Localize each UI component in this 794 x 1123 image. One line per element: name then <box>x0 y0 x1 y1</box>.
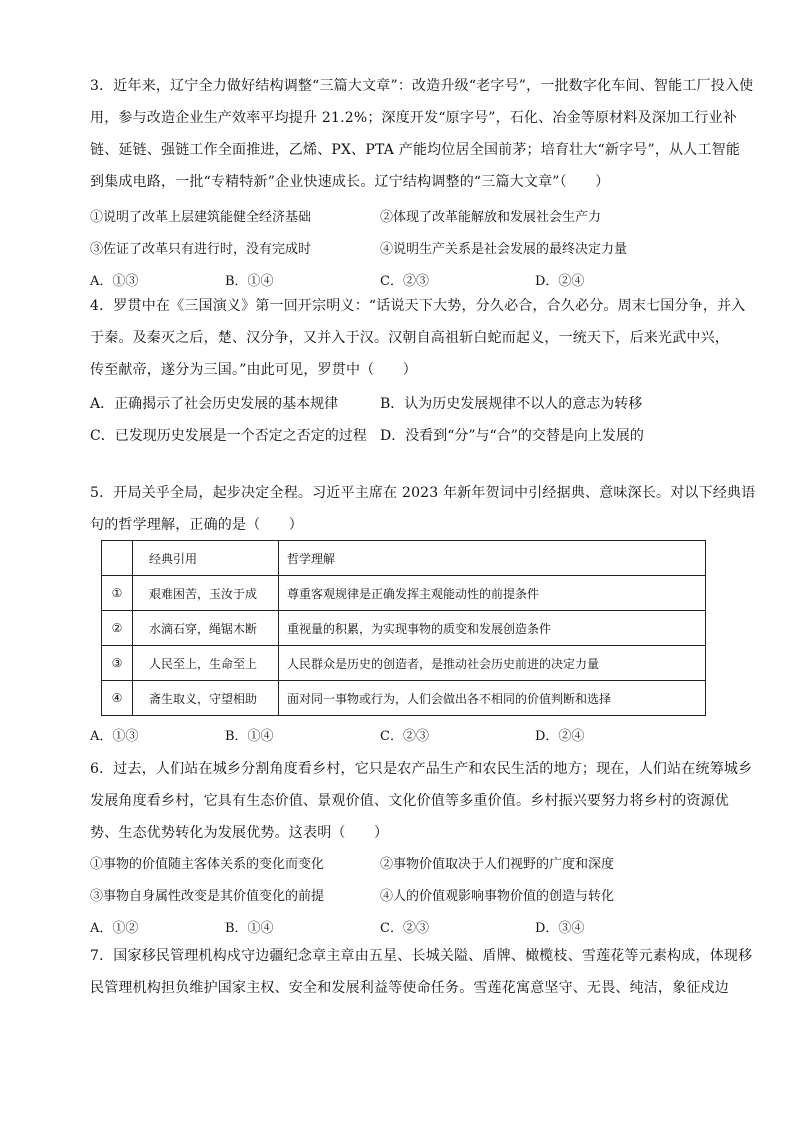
q4-choice-b[interactable]: B．认为历史发展规律不以人的意志为转移 <box>380 396 643 412</box>
q4-choice-c[interactable]: C．已发现历史发展是一个否定之否定的过程 <box>90 428 367 444</box>
table-cell: 人民至上，生命至上 <box>133 646 279 681</box>
q6-option-4: ④人的价值观影响事物价值的创造与转化 <box>380 889 615 904</box>
table-cell: 斋生取义，守望相助 <box>133 681 279 716</box>
table-header-cell: 经典引用 <box>133 541 279 576</box>
q3-choice-b[interactable]: B．①④ <box>225 274 274 289</box>
q3-line-1: 3．近年来，辽宁全力做好结构调整“三篇大文章”：改造升级“老字号”，一批数字化车间、智能工厂投入使 <box>90 78 754 94</box>
q6-line-2: 发展角度看乡村，它具有生态价值、景观价值、文化价值等多重价值。乡村振兴要努力将乡村的资源优 <box>90 793 729 809</box>
quote-table <box>101 540 706 716</box>
q3-option-1: ①说明了改革上层建筑能健全经济基础 <box>90 210 312 225</box>
q5-choice-b[interactable]: B．①④ <box>225 729 274 744</box>
table-cell: 重视量的积累，为实现事物的质变和发展创造条件 <box>279 611 706 646</box>
q3-option-4: ④说明生产关系是社会发展的最终决定力量 <box>380 242 628 257</box>
table-row <box>102 576 706 611</box>
q3-option-3: ③佐证了改革只有进行时，没有完成时 <box>90 242 312 257</box>
q4-line-3: 传至献帝，遂分为三国。”由此可见，罗贯中（ ） <box>90 362 417 378</box>
q3-choice-a[interactable]: A．①③ <box>90 274 139 289</box>
q6-choice-a[interactable]: A．①② <box>90 921 139 936</box>
table-cell: ③ <box>102 646 133 681</box>
q4-line-2: 于秦。及秦灭之后，楚、汉分争，又并入于汉。汉朝自高祖斩白蛇而起义，一统天下，后来光武中兴， <box>90 330 729 346</box>
q4-choice-a[interactable]: A．正确揭示了社会历史发展的基本规律 <box>90 396 339 412</box>
table-row <box>102 646 706 681</box>
table-cell: 人民群众是历史的创造者，是推动社会历史前进的决定力量 <box>279 646 706 681</box>
q3-line-4: 到集成电路，一批“专精特新”企业快速成长。辽宁结构调整的“三篇大文章”（ ） <box>90 174 610 190</box>
q5-choice-c[interactable]: C．②③ <box>380 729 429 744</box>
table-cell: ② <box>102 611 133 646</box>
q3-choice-c[interactable]: C．②③ <box>380 274 429 289</box>
table-row <box>102 611 706 646</box>
table-header-row <box>102 541 706 576</box>
q6-line-1: 6．过去，人们站在城乡分割角度看乡村，它只是农产品生产和农民生活的地方；现在，人们站在统筹城乡 <box>90 761 753 777</box>
q6-choice-d[interactable]: D．③④ <box>535 921 585 936</box>
q5-line-2: 句的哲学理解，正确的是（ ） <box>90 517 303 533</box>
q7-line-1: 7．国家移民管理机构戍守边疆纪念章主章由五星、长城关隘、盾牌、橄榄枝、雪莲花等元素构成，体现移 <box>90 948 753 964</box>
q5-line-1: 5．开局关乎全局，起步决定全程。习近平主席在 2023 年新年贺词中引经据典、意味深长。对以下经典语 <box>90 485 756 501</box>
q4-choice-d[interactable]: D．没看到“分”与“合”的交替是向上发展的 <box>380 428 644 444</box>
table-cell: 面对同一事物或行为，人们会做出各不相同的价值判断和选择 <box>279 681 706 716</box>
q6-choice-b[interactable]: B．①④ <box>225 921 274 936</box>
q7-line-2: 民管理机构担负维护国家主权、安全和发展利益等使命任务。雪莲花寓意坚守、无畏、纯洁，象征戍边 <box>90 980 729 996</box>
table-cell: 水滴石穿，绳锯木断 <box>133 611 279 646</box>
table-row <box>102 681 706 716</box>
q6-option-3: ③事物自身属性改变是其价值变化的前提 <box>90 889 325 904</box>
q3-choice-d[interactable]: D．②④ <box>535 274 585 289</box>
q5-choice-d[interactable]: D．②④ <box>535 729 585 744</box>
q3-line-2: 用，参与改造企业生产效率平均提升 21.2%；深度开发“原字号”，石化、冶金等原材料及深加工行业补 <box>90 110 738 126</box>
q6-line-3: 势、生态优势转化为发展优势。这表明（ ） <box>90 825 389 841</box>
table-header-cell <box>102 541 133 576</box>
table-cell: ④ <box>102 681 133 716</box>
q6-choice-c[interactable]: C．②③ <box>380 921 429 936</box>
q3-option-2: ②体现了改革能解放和发展社会生产力 <box>380 210 602 225</box>
table-cell: 尊重客观规律是正确发挥主观能动性的前提条件 <box>279 576 706 611</box>
q4-line-1: 4．罗贯中在《三国演义》第一回开宗明义：“话说天下大势，分久必合，合久必分。周末七国分争，并入 <box>90 298 746 314</box>
table-cell: 艰难困苦，玉汝于成 <box>133 576 279 611</box>
q6-option-1: ①事物的价值随主客体关系的变化而变化 <box>90 857 325 872</box>
table-header-cell: 哲学理解 <box>279 541 706 576</box>
q5-choice-a[interactable]: A．①③ <box>90 729 139 744</box>
q6-option-2: ②事物价值取决于人们视野的广度和深度 <box>380 857 615 872</box>
q3-line-3: 链、延链、强链工作全面推进，乙烯、PX、PTA 产能均位居全国前茅；培育壮大“新字号”，从人工智能 <box>90 142 741 158</box>
table-cell: ① <box>102 576 133 611</box>
